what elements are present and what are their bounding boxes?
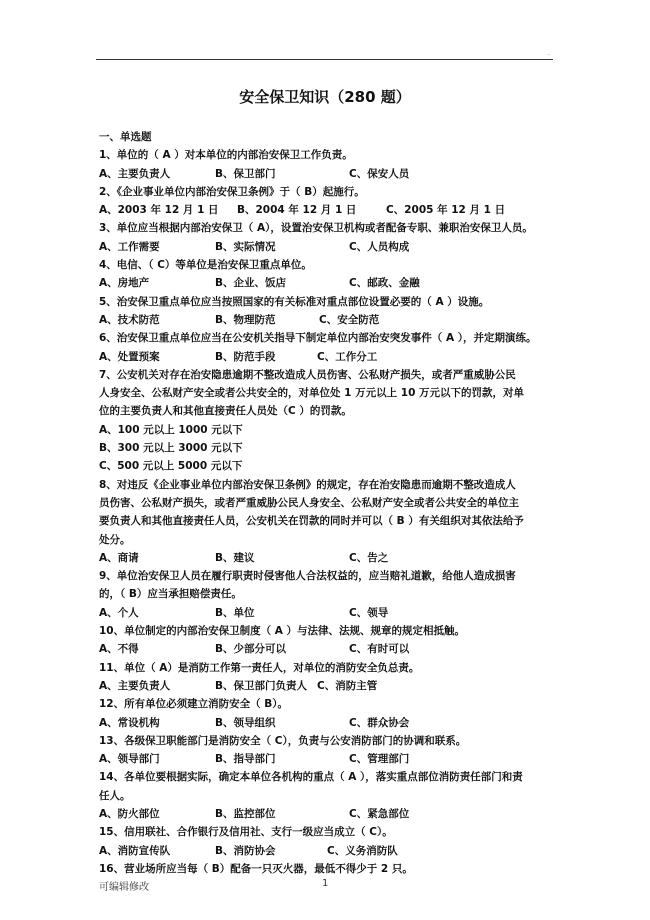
- answer-options-row: [99, 274, 555, 292]
- line-text: 处分。: [99, 533, 131, 546]
- line-text: 16、营业场所应当每（ B）配备一只灭火器，最低不得少于 2 只。: [99, 862, 413, 875]
- line-text: 5、治安保卫重点单位应当按照国家的有关标准对重点部位设置必要的（ A ）设施。: [99, 295, 490, 308]
- answer-option: A、商请: [99, 551, 139, 564]
- text-line: [99, 622, 555, 640]
- text-line: [99, 585, 555, 603]
- answer-option: C、工作分工: [317, 350, 378, 363]
- answer-option: B、保卫部门: [215, 167, 276, 180]
- text-line: [99, 128, 555, 146]
- answer-option: A、主要负责人: [99, 167, 171, 180]
- line-text: 14、各单位要根据实际，确定本单位各机构的重点（ A ），落实重点部位消防责任部门和责: [99, 771, 523, 784]
- answer-options-row: [99, 604, 555, 622]
- text-line: [99, 402, 555, 420]
- text-line: [99, 659, 555, 677]
- line-text: 6、治安保卫重点单位应当在公安机关指导下制定单位内部治安突发事件（ A ），并定期演练。: [99, 332, 537, 345]
- answer-options-row: [99, 805, 555, 823]
- answer-options-row: [99, 348, 555, 366]
- line-text: 11、单位（ A）是消防工作第一责任人，对单位的消防安全负总责。: [99, 661, 420, 674]
- answer-option: A、房地产: [99, 277, 150, 290]
- line-text: 一、单选题: [99, 131, 152, 143]
- line-text: 13、各级保卫职能部门是消防安全（ C），负责与公安消防部门的协调和联系。: [99, 734, 467, 747]
- line-text: 位的主要负责人和其他直接责任人员处（C ）的罚款。: [99, 405, 352, 418]
- question-list: [99, 128, 555, 878]
- answer-options-row: [99, 165, 555, 183]
- answer-options-row: [99, 750, 555, 768]
- text-line: [99, 494, 555, 512]
- line-text: 4、电信、（ C）等单位是治安保卫重点单位。: [99, 259, 312, 272]
- answer-option: C、保安人员: [349, 167, 410, 180]
- text-line: [99, 787, 555, 805]
- header-rule: [96, 59, 553, 60]
- line-text: 任人。: [99, 789, 131, 802]
- header-corner-mark: .: [548, 50, 550, 57]
- answer-option: C、告之: [349, 551, 389, 564]
- answer-option: A、工作需要: [99, 240, 160, 253]
- line-text: B、300 元以上 3000 元以下: [99, 442, 243, 455]
- text-line: [99, 146, 555, 164]
- answer-option: C、有时可以: [349, 643, 410, 656]
- answer-option: B、领导组织: [215, 716, 276, 729]
- answer-option: B、防范手段: [215, 350, 276, 363]
- text-line: [99, 732, 555, 750]
- answer-option: B、消防协会: [215, 844, 276, 857]
- line-text: 7、公安机关对存在治安隐患逾期不整改造成人员伤害、公私财产损失，或者严重威胁公民: [99, 368, 516, 381]
- answer-options-row: [99, 677, 555, 695]
- answer-option: C、人员构成: [349, 240, 410, 253]
- text-line: [99, 439, 555, 457]
- text-line: [99, 768, 555, 786]
- line-text: 3、单位应当根据内部治安保卫（ A），设置治安保卫机构或者配备专职、兼职治安保卫人员。: [99, 222, 533, 235]
- answer-option: B、建议: [215, 551, 255, 564]
- text-line: [99, 823, 555, 841]
- answer-option: C、2005 年 12 月 1 日: [386, 204, 506, 217]
- answer-option: C、义务消防队: [327, 844, 398, 857]
- answer-option: B、单位: [215, 606, 255, 619]
- answer-option: A、消防宣传队: [99, 844, 171, 857]
- text-line: [99, 512, 555, 530]
- answer-option: B、2004 年 12 月 1 日: [237, 204, 357, 217]
- answer-option: C、邮政、金融: [349, 277, 420, 290]
- answer-option: A、不得: [99, 643, 139, 656]
- line-text: 2、《企业事业单位内部治安保卫条例》于（ B）起施行。: [99, 185, 365, 198]
- line-text: 10、单位制定的内部治安保卫制度（ A ）与法律、法规、规章的规定相抵触。: [99, 625, 466, 638]
- answer-option: B、企业、饭店: [215, 277, 287, 290]
- answer-options-row: [99, 201, 555, 219]
- answer-option: B、监控部位: [215, 807, 276, 820]
- text-line: [99, 457, 555, 475]
- line-text: 12、所有单位必须建立消防安全（ B）。: [99, 698, 289, 711]
- line-text: 8、对违反《企业事业单位内部治安保卫条例》的规定，存在治安隐患而逾期不整改造成人: [99, 478, 516, 491]
- text-line: [99, 567, 555, 585]
- line-text: C、500 元以上 5000 元以下: [99, 460, 243, 473]
- answer-option: A、技术防范: [99, 313, 160, 326]
- text-line: [99, 219, 555, 237]
- answer-option: A、2003 年 12 月 1 日: [99, 204, 219, 217]
- answer-option: A、防火部位: [99, 807, 160, 820]
- text-line: [99, 183, 555, 201]
- line-text: 9、单位治安保卫人员在履行职责时侵害他人合法权益的，应当赔礼道歉，给他人造成损害: [99, 570, 516, 583]
- answer-options-row: [99, 842, 555, 860]
- answer-option: C、紧急部位: [349, 807, 410, 820]
- answer-option: C、管理部门: [349, 753, 410, 766]
- line-text: 人身安全、公私财产安全或者公共安全的，对单位处 1 万元以上 10 万元以下的罚款，对单: [99, 387, 525, 400]
- answer-option: C、领导: [349, 606, 389, 619]
- page-number: 1: [322, 878, 329, 889]
- text-line: [99, 256, 555, 274]
- line-text: 要负责人和其他直接责任人员，公安机关在罚款的同时并可以（ B ）有关组织对其依法给予: [99, 515, 524, 528]
- answer-options-row: [99, 714, 555, 732]
- text-line: [99, 384, 555, 402]
- line-text: 1、单位的（ A ）对本单位的内部治安保卫工作负责。: [99, 149, 353, 162]
- answer-option: A、领导部门: [99, 753, 160, 766]
- text-line: [99, 860, 555, 878]
- text-line: [99, 293, 555, 311]
- answer-option: C、安全防范: [319, 313, 380, 326]
- answer-option: A、常设机构: [99, 716, 160, 729]
- answer-option: B、保卫部门负责人: [215, 679, 308, 692]
- footer-note: 可编辑修改: [99, 882, 149, 893]
- text-line: [99, 366, 555, 384]
- answer-option: C、消防主管: [317, 679, 378, 692]
- answer-option: B、实际情况: [215, 240, 276, 253]
- text-line: [99, 329, 555, 347]
- text-line: [99, 531, 555, 549]
- answer-options-row: [99, 311, 555, 329]
- answer-option: B、少部分可以: [215, 643, 287, 656]
- answer-option: C、群众协会: [349, 716, 410, 729]
- line-text: 的，（ B）应当承担赔偿责任。: [99, 588, 242, 601]
- line-text: 员伤害、公私财产损失，或者严重威胁公民人身安全、公私财产安全或者公共安全的单位主: [99, 496, 519, 509]
- text-line: [99, 476, 555, 494]
- answer-options-row: [99, 549, 555, 567]
- answer-option: A、主要负责人: [99, 679, 171, 692]
- line-text: A、100 元以上 1000 元以下: [99, 423, 243, 436]
- text-line: [99, 695, 555, 713]
- answer-option: B、指导部门: [215, 753, 276, 766]
- text-line: [99, 421, 555, 439]
- answer-option: A、处置预案: [99, 350, 160, 363]
- line-text: 15、信用联社、合作银行及信用社、支行一级应当成立（ C）。: [99, 826, 393, 839]
- answer-options-row: [99, 640, 555, 658]
- answer-option: B、物理防范: [215, 313, 276, 326]
- document-title: 安全保卫知识（280 题）: [239, 88, 411, 106]
- answer-option: A、个人: [99, 606, 139, 619]
- answer-options-row: [99, 238, 555, 256]
